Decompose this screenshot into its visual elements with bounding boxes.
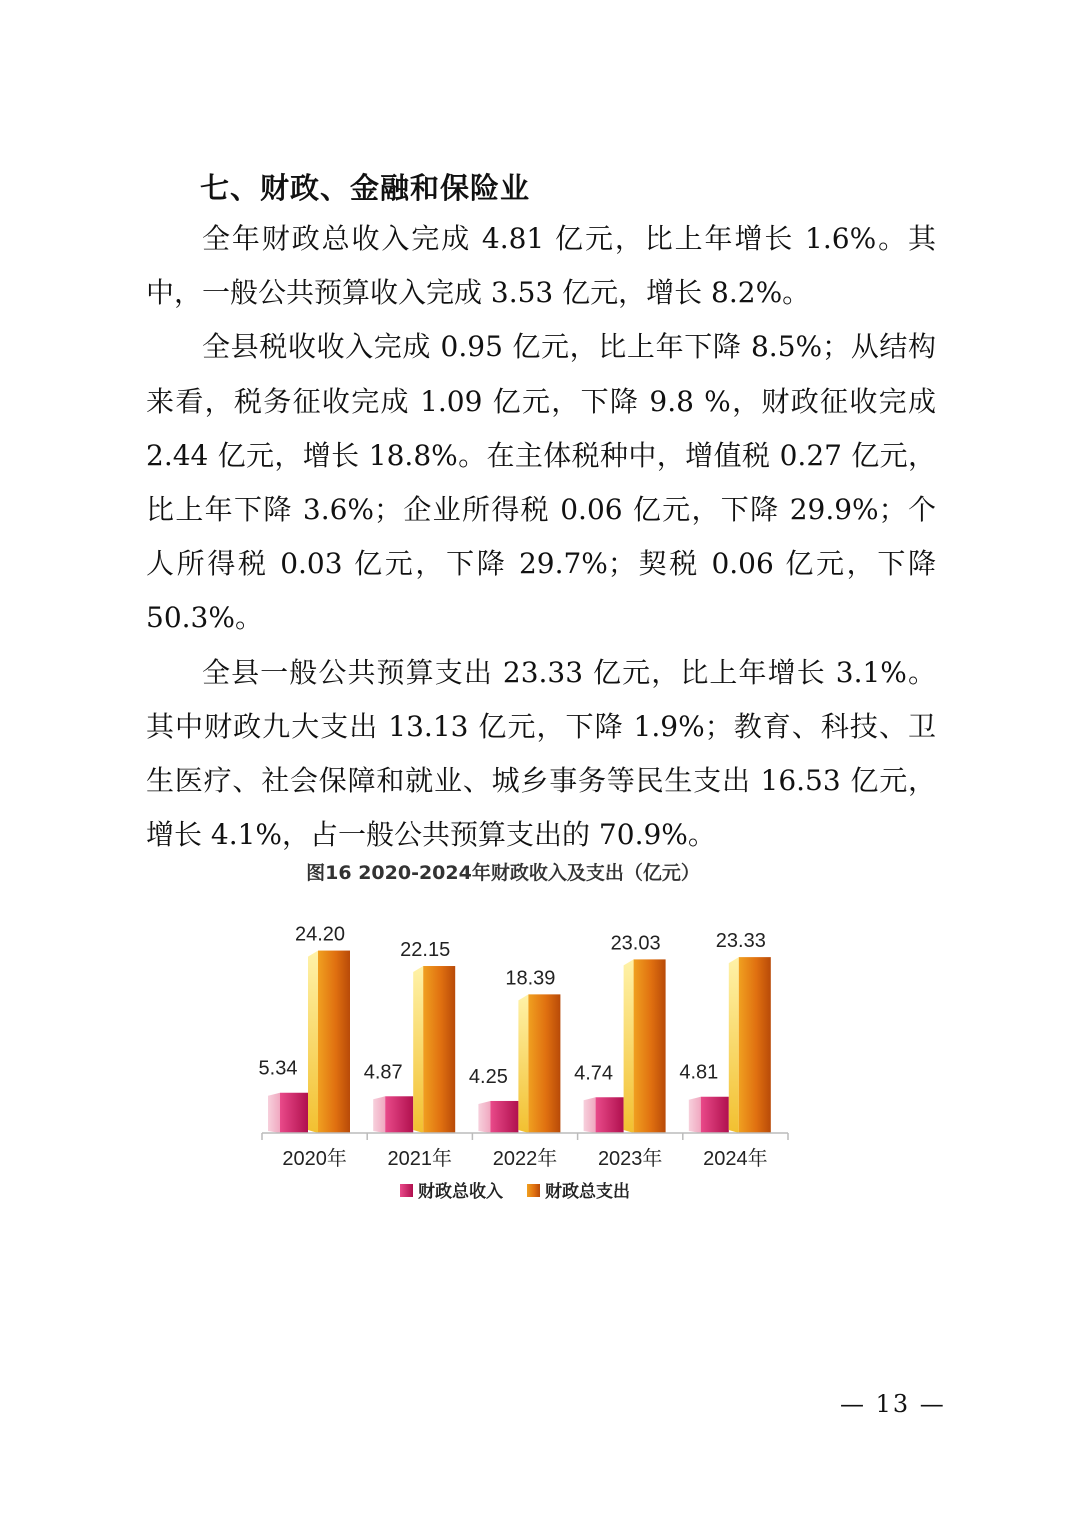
chart-svg	[240, 850, 820, 1230]
expenditure-bar	[423, 966, 455, 1133]
x-tick-label: 2022年	[492, 1148, 558, 1170]
expenditure-value-label: 18.39	[505, 967, 556, 990]
revenue-bar-side	[373, 1096, 385, 1133]
bars-layer	[259, 924, 771, 1133]
expenditure-bar-side	[624, 959, 634, 1133]
page-number: — 13 —	[840, 1390, 946, 1418]
fiscal-chart	[240, 850, 820, 1230]
expenditure-value-label: 24.20	[294, 923, 346, 946]
expenditure-value-label: 23.03	[610, 932, 661, 955]
revenue-bar	[596, 1097, 624, 1133]
revenue-value-label: 5.34	[258, 1057, 298, 1080]
expenditure-bar-side	[308, 951, 318, 1133]
xlabels-layer	[282, 1147, 767, 1170]
section-heading: 七、财政、金融和保险业	[200, 171, 531, 205]
revenue-bar	[490, 1101, 518, 1133]
expenditure-value-label: 22.15	[400, 939, 451, 962]
revenue-value-label: 4.25	[468, 1065, 508, 1088]
revenue-bar-side	[478, 1101, 490, 1133]
x-tick-label: 2023年	[597, 1148, 663, 1170]
revenue-bar-side	[268, 1093, 280, 1133]
expenditure-bar-side	[413, 966, 423, 1133]
revenue-bar	[385, 1096, 413, 1133]
x-tick-label: 2020年	[282, 1148, 347, 1170]
x-tick-label: 2021年	[387, 1148, 453, 1170]
revenue-value-label: 4.74	[574, 1062, 614, 1085]
expenditure-bar-side	[729, 957, 739, 1133]
legend-label-expenditure: 财政总支出	[545, 1182, 630, 1202]
revenue-value-label: 4.81	[679, 1061, 719, 1084]
paragraph-revenue: 全年财政总收入完成 4.81 亿元，比上年增长 1.6%。其中，一般公共预算收入完成 3.53 亿元，增长 8.2%。	[146, 222, 936, 310]
legend-label-revenue: 财政总收入	[418, 1182, 503, 1202]
paragraph-expenditure: 全县一般公共预算支出 23.33 亿元，比上年增长 3.1%。其中财政九大支出 13.13 亿元，下降 1.9%；教育、科技、卫生医疗、社会保障和就业、城乡事务等民生支出 16.53 亿元，增长 4.1%，占一般公共预算支出的 70.9%。	[146, 655, 936, 852]
expenditure-bar	[318, 951, 350, 1133]
expenditure-bar	[634, 959, 666, 1133]
revenue-value-label: 4.87	[363, 1061, 403, 1084]
revenue-bar	[701, 1097, 729, 1133]
revenue-bar	[280, 1093, 308, 1133]
expenditure-bar-side	[518, 994, 528, 1133]
body-text	[146, 212, 936, 862]
ticks-layer	[262, 1133, 788, 1140]
revenue-bar-side	[689, 1097, 701, 1133]
revenue-bar-side	[584, 1097, 596, 1133]
x-tick-label: 2024年	[703, 1148, 768, 1170]
expenditure-value-label: 23.33	[715, 930, 766, 953]
legend-swatch-revenue	[400, 1184, 413, 1197]
paragraph-tax: 全县税收收入完成 0.95 亿元，比上年下降 8.5%；从结构来看，税务征收完成 1.09 亿元，下降 9.8 %，财政征收完成 2.44 亿元，增长 18.8%。在主体税种中，增值税 0.27 亿元，比上年下降 3.6%；企业所得税 0.06 亿元，下降 29.9%；个人所得税 0.03 亿元，下降 29.7%；契税 0.06 亿元，下降 50.3%。	[146, 330, 936, 635]
expenditure-bar	[528, 994, 560, 1133]
chart-title: 图16 2020-2024年财政收入及支出（亿元）	[306, 862, 700, 884]
legend	[400, 1181, 630, 1202]
expenditure-bar	[739, 957, 771, 1133]
legend-swatch-expenditure	[527, 1184, 540, 1197]
